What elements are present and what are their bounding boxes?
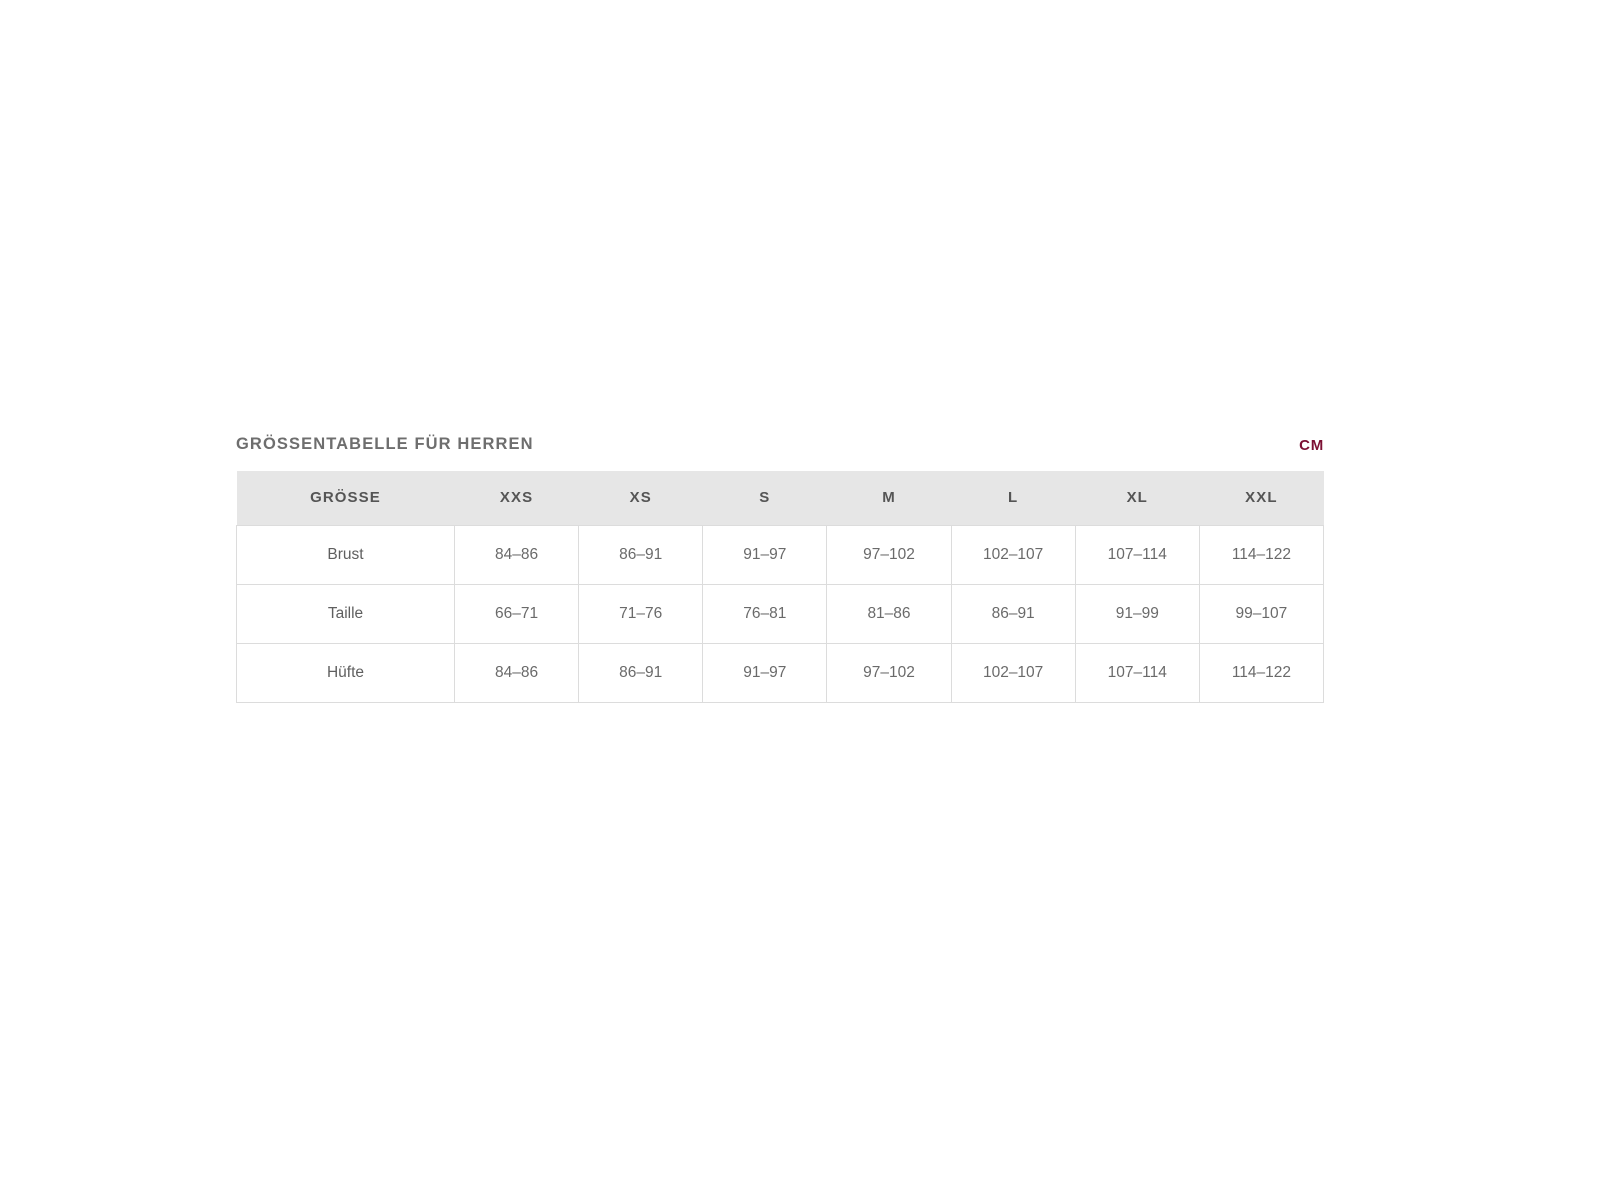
table-header-row xyxy=(237,471,1324,526)
size-table xyxy=(236,471,1324,703)
cell-brust-s: 91–97 xyxy=(703,525,827,584)
table-row xyxy=(237,525,1324,584)
column-header-xl: XL xyxy=(1075,471,1199,526)
cell-taille-l: 86–91 xyxy=(951,584,1075,643)
cell-huefte-m: 97–102 xyxy=(827,643,951,702)
cell-huefte-l: 102–107 xyxy=(951,643,1075,702)
cell-brust-l: 102–107 xyxy=(951,525,1075,584)
cell-taille-m: 81–86 xyxy=(827,584,951,643)
page-title: GRÖSSENTABELLE FÜR HERREN xyxy=(236,435,534,453)
column-header-size: GRÖSSE xyxy=(237,471,455,526)
table-row xyxy=(237,643,1324,702)
cell-huefte-s: 91–97 xyxy=(703,643,827,702)
size-chart-header xyxy=(236,436,1324,453)
cell-brust-m: 97–102 xyxy=(827,525,951,584)
cell-taille-s: 76–81 xyxy=(703,584,827,643)
cell-taille-xs: 71–76 xyxy=(579,584,703,643)
cell-brust-xs: 86–91 xyxy=(579,525,703,584)
unit-toggle-cm[interactable]: CM xyxy=(1299,436,1324,454)
column-header-l: L xyxy=(951,471,1075,526)
row-label-huefte: Hüfte xyxy=(237,643,455,702)
column-header-xxl: XXL xyxy=(1199,471,1323,526)
column-header-xxs: XXS xyxy=(455,471,579,526)
cell-huefte-xs: 86–91 xyxy=(579,643,703,702)
row-label-taille: Taille xyxy=(237,584,455,643)
size-table-body xyxy=(237,525,1324,702)
table-row xyxy=(237,584,1324,643)
size-table-head xyxy=(237,471,1324,526)
column-header-s: S xyxy=(703,471,827,526)
cell-taille-xxs: 66–71 xyxy=(455,584,579,643)
cell-brust-xxs: 84–86 xyxy=(455,525,579,584)
column-header-xs: XS xyxy=(579,471,703,526)
cell-brust-xxl: 114–122 xyxy=(1199,525,1323,584)
column-header-m: M xyxy=(827,471,951,526)
cell-taille-xl: 91–99 xyxy=(1075,584,1199,643)
cell-huefte-xl: 107–114 xyxy=(1075,643,1199,702)
cell-taille-xxl: 99–107 xyxy=(1199,584,1323,643)
cell-brust-xl: 107–114 xyxy=(1075,525,1199,584)
cell-huefte-xxs: 84–86 xyxy=(455,643,579,702)
cell-huefte-xxl: 114–122 xyxy=(1199,643,1323,702)
size-chart-container xyxy=(236,436,1324,703)
row-label-brust: Brust xyxy=(237,525,455,584)
